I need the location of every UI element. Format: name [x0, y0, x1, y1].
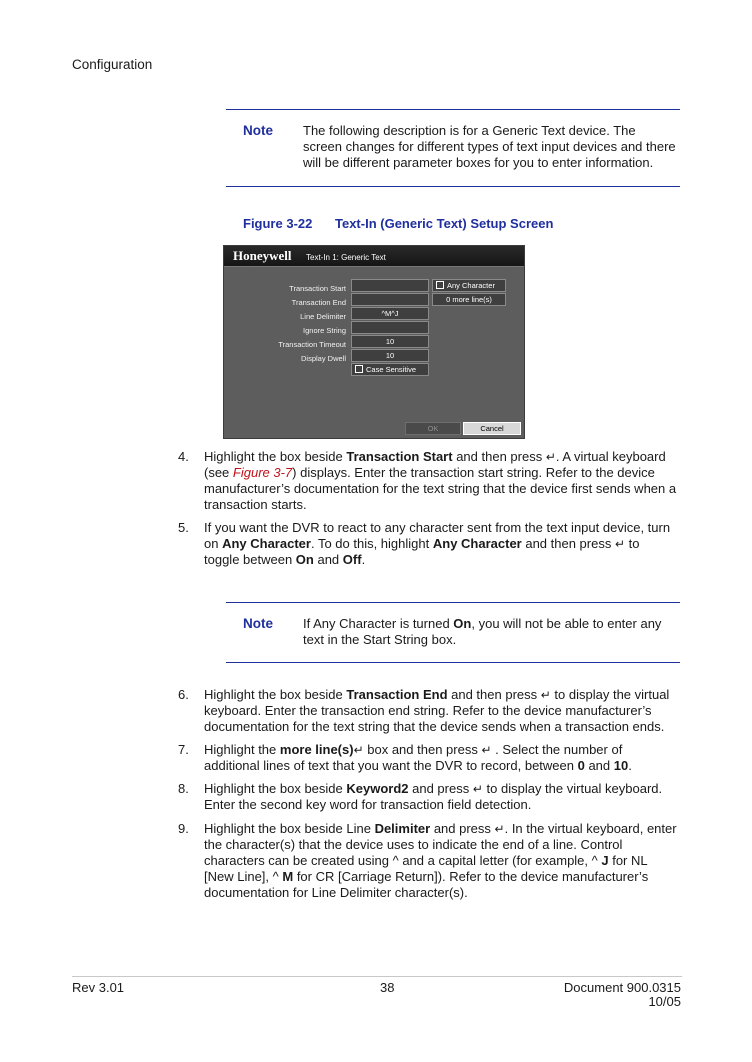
ui-term: Off — [342, 552, 362, 567]
step-text — [204, 687, 694, 735]
enter-key-icon: ↵ — [481, 743, 492, 757]
figure-title: Text-In (Generic Text) Setup Screen — [335, 216, 554, 231]
text: keyboard. Enter the transaction end string. Refer to the device manufacturer’s — [204, 703, 652, 718]
text: . — [628, 758, 632, 773]
step-number: 9. — [178, 821, 189, 836]
text: If Any Character is turned — [303, 616, 454, 631]
step-8 — [178, 781, 688, 813]
field-label: Transaction End — [291, 298, 346, 307]
transaction-timeout-box[interactable]: 10 — [351, 335, 429, 348]
checkbox-icon — [355, 365, 363, 373]
text: toggle between — [204, 552, 296, 567]
setup-screen-figure — [223, 245, 525, 439]
text: manufacturer’s documentation for the text string that the device first sends when a — [204, 481, 677, 496]
step-9 — [178, 821, 688, 901]
note-line: The following description is for a Generic Text device. The — [303, 123, 636, 138]
ui-term: On — [295, 552, 314, 567]
step-text — [204, 781, 694, 813]
note-text — [303, 123, 693, 171]
cancel-button[interactable]: Cancel — [463, 422, 521, 435]
note-rule-bottom — [226, 662, 680, 663]
text: on — [204, 536, 223, 551]
note-line: will be different parameter boxes for you to enter information. — [303, 155, 654, 170]
ui-term: more line(s) — [279, 742, 354, 757]
case-sensitive-label: Case Sensitive — [366, 365, 417, 374]
step-text — [204, 520, 694, 568]
text: ) displays. Enter the transaction start string. Refer to the device — [292, 465, 655, 480]
ui-term: Keyword2 — [346, 781, 409, 796]
note-label: Note — [243, 616, 273, 631]
enter-key-icon: ↵ — [494, 822, 505, 836]
text: and — [584, 758, 614, 773]
ignore-string-box[interactable] — [351, 321, 429, 334]
section-header: Configuration — [72, 57, 153, 72]
figure-link[interactable]: Figure 3-7 — [232, 465, 293, 480]
note-line: screen changes for different types of text input devices and there — [303, 139, 676, 154]
any-character-label: Any Character — [447, 281, 495, 290]
text: to display the virtual — [550, 687, 670, 702]
ui-term: Transaction End — [346, 687, 448, 702]
text: the character(s) that the device uses to indicate the end of a line. Control — [204, 837, 623, 852]
footer-divider — [72, 976, 682, 977]
text: and then press — [521, 536, 615, 551]
ui-term: Any Character — [222, 536, 311, 551]
step-5 — [178, 520, 688, 568]
ok-button[interactable]: OK — [405, 422, 461, 435]
honeywell-logo: Honeywell — [233, 248, 292, 263]
text: Highlight the box beside Line — [204, 821, 375, 836]
field-label: Line Delimiter — [300, 312, 346, 321]
footer-date: 10/05 — [648, 994, 681, 1009]
display-dwell-box[interactable]: 10 — [351, 349, 429, 362]
checkbox-icon — [436, 281, 444, 289]
text: and then press — [452, 449, 546, 464]
transaction-start-box[interactable] — [351, 279, 429, 292]
text: transaction starts. — [204, 497, 307, 512]
step-4 — [178, 449, 688, 513]
text: Enter the second key word for transaction field detection. — [204, 797, 532, 812]
text: documentation for the text string that the device sends when a transaction ends. — [204, 719, 665, 734]
text: to — [625, 536, 640, 551]
field-label: Transaction Timeout — [278, 340, 346, 349]
text: . In the virtual keyboard, enter — [504, 821, 677, 836]
text: Highlight the box beside — [204, 449, 347, 464]
text: Highlight the box beside — [204, 687, 347, 702]
ui-term: Any Character — [432, 536, 522, 551]
step-text — [204, 449, 694, 513]
text: text in the Start String box. — [303, 632, 457, 647]
more-lines-box[interactable]: 0 more line(s) — [432, 293, 506, 306]
enter-key-icon: ↵ — [545, 450, 556, 464]
screen-title-bar — [224, 246, 524, 267]
field-label: Ignore String — [303, 326, 346, 335]
note-rule-bottom — [226, 186, 680, 187]
text: If you want the DVR to react to any character sent from the text input device, turn — [204, 520, 671, 535]
text: Highlight the — [204, 742, 280, 757]
ui-term: Transaction Start — [346, 449, 453, 464]
text: (see — [204, 465, 233, 480]
field-label: Display Dwell — [300, 354, 346, 363]
note-rule-top — [226, 602, 680, 603]
footer-revision: Rev 3.01 — [72, 980, 125, 995]
text: for CR [Carriage Return]). Refer to the device manufacturer’s — [293, 869, 649, 884]
ui-term: J — [601, 853, 609, 868]
step-number: 5. — [178, 520, 189, 535]
text: and then press — [447, 687, 541, 702]
text: . A virtual keyboard — [555, 449, 666, 464]
transaction-end-box[interactable] — [351, 293, 429, 306]
text: box and then press — [363, 742, 482, 757]
enter-key-icon: ↵ — [540, 688, 551, 702]
note-label: Note — [243, 123, 273, 138]
text: . To do this, highlight — [310, 536, 433, 551]
text: for NL — [608, 853, 648, 868]
footer-document-number: Document 900.0315 — [563, 980, 681, 995]
ui-term: M — [282, 869, 294, 884]
text: documentation for Line Delimiter character(s). — [204, 885, 468, 900]
step-number: 4. — [178, 449, 189, 464]
note-text — [303, 616, 693, 648]
text: and — [313, 552, 343, 567]
text: characters can be created using ^ and a capital letter (for example, ^ — [204, 853, 602, 868]
step-text — [204, 742, 694, 774]
text: [New Line], ^ — [204, 869, 283, 884]
step-number: 6. — [178, 687, 189, 702]
text: . — [361, 552, 366, 567]
enter-key-icon: ↵ — [614, 537, 626, 551]
step-6 — [178, 687, 688, 735]
step-number: 7. — [178, 742, 189, 757]
field-label: Transaction Start — [289, 284, 346, 293]
text: to display the virtual keyboard. — [482, 781, 663, 796]
footer-page-number: 38 — [380, 980, 395, 995]
ui-term: 0 — [577, 758, 585, 773]
text: Highlight the box beside — [204, 781, 347, 796]
text: and press — [430, 821, 495, 836]
any-character-checkbox[interactable] — [432, 279, 506, 292]
case-sensitive-checkbox[interactable] — [351, 363, 429, 376]
text: . Select the number of — [491, 742, 623, 757]
ui-term: Delimiter — [374, 821, 431, 836]
step-7 — [178, 742, 688, 774]
enter-key-icon: ↵ — [353, 743, 364, 757]
text: , you will not be able to enter any — [471, 616, 662, 631]
ui-term: 10 — [613, 758, 629, 773]
text: additional lines of text that you want the DVR to record, between — [204, 758, 578, 773]
line-delimiter-box[interactable]: ^M^J — [351, 307, 429, 320]
text: and press — [408, 781, 473, 796]
enter-key-icon: ↵ — [472, 782, 483, 796]
screen-title: Text-In 1: Generic Text — [306, 253, 386, 262]
step-text — [204, 821, 694, 901]
note-rule-top — [226, 109, 680, 110]
figure-number: Figure 3-22 — [243, 216, 313, 231]
step-number: 8. — [178, 781, 189, 796]
ui-term: On — [453, 616, 472, 631]
